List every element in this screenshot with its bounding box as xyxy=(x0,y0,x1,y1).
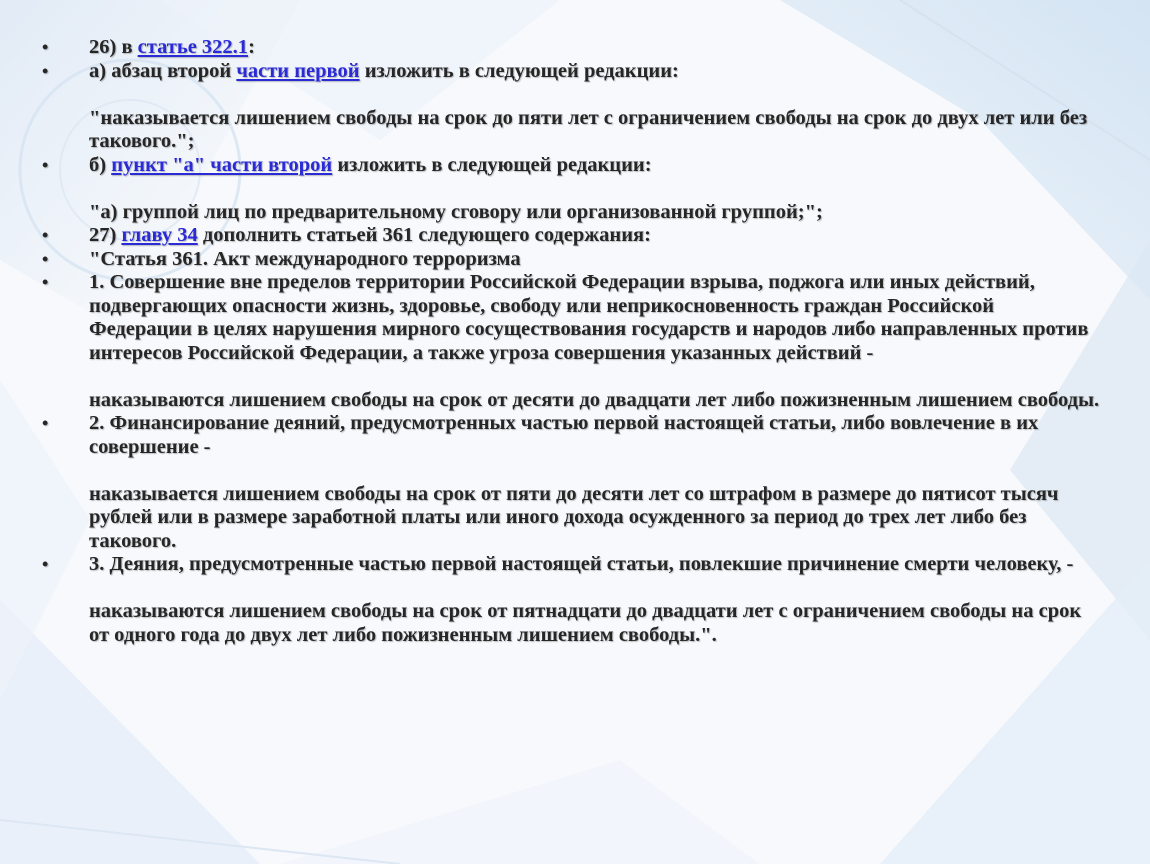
slide-body xyxy=(40,36,1100,647)
list-item xyxy=(40,248,1100,272)
list-item xyxy=(40,224,1100,248)
link-article-322-1[interactable]: статье 322.1 xyxy=(137,36,249,58)
item-subtext: "а) группой лиц по предварительному сговору или организованной группой;"; xyxy=(89,200,823,223)
link-part-one[interactable]: части первой xyxy=(236,59,360,82)
item-main-text: 3. Деяния, предусмотренные частью первой настоящей статьи, повлекшие причинение смерти человеку, - xyxy=(89,553,1074,575)
item-subtext: наказываются лишением свободы на срок от десяти до двадцати лет либо пожизненным лишением свободы. xyxy=(89,388,1100,411)
list-item xyxy=(40,271,1100,412)
item-subtext: наказываются лишением свободы на срок от пятнадцати до двадцати лет с ограничением свободы на срок от одного года до двух лет либо пожизненным лишением свободы.". xyxy=(89,600,1082,646)
text-run: а) абзац второй xyxy=(89,59,237,82)
list-item xyxy=(40,412,1100,553)
bullet: • xyxy=(42,248,49,269)
bullet: • xyxy=(42,154,49,175)
article-heading: "Статья 361. Акт международного терроризма xyxy=(89,247,521,270)
list-item xyxy=(40,36,1100,60)
link-chapter-34[interactable]: главу 34 xyxy=(121,224,198,246)
text-run: : xyxy=(248,36,255,58)
text-run: б) xyxy=(89,153,112,176)
bullet: • xyxy=(42,60,49,81)
item-text xyxy=(89,224,1100,248)
list-item xyxy=(40,60,1100,154)
item-text xyxy=(89,36,1100,60)
item-subtext: наказывается лишением свободы на срок от пяти до десяти лет со штрафом в размере до пятисот тысяч рублей или в размере заработной платы или иного дохода осужденного за период до трех лет либо без такового. xyxy=(89,482,1059,552)
text-run: изложить в следующей редакции: xyxy=(332,153,652,176)
item-main-text: 1. Совершение вне пределов территории Российской Федерации взрыва, поджога или иных действий, подвергающих опасности жизнь, здоровье, свободу или неприкосновенность граждан Российской Федерации в целях нарушения мирного сосуществования государств и народов либо направленных против интересов Российской Федерации, а также угроза совершения указанных действий - xyxy=(89,271,1089,364)
text-run: 26) в xyxy=(89,36,138,58)
item-subtext: "наказывается лишением свободы на срок до пяти лет с ограничением свободы на срок до двух лет или без такового."; xyxy=(89,106,1088,152)
bullet: • xyxy=(42,225,49,245)
bullet: • xyxy=(42,37,49,57)
item-text xyxy=(89,271,1100,412)
text-run: дополнить статьей 361 следующего содержания: xyxy=(197,224,651,246)
bullet: • xyxy=(42,272,49,292)
item-main-text: 2. Финансирование деяний, предусмотренных частью первой настоящей статьи, либо вовлечение в их совершение - xyxy=(89,412,1039,458)
item-text xyxy=(89,553,1100,647)
text-run: 27) xyxy=(89,224,122,246)
text-run: изложить в следующей редакции: xyxy=(359,59,679,82)
link-point-a-part-two[interactable]: пункт "а" части второй xyxy=(111,153,333,176)
item-text xyxy=(89,154,1100,225)
bullet: • xyxy=(42,413,49,433)
list-item xyxy=(40,553,1100,647)
list-item xyxy=(40,154,1100,225)
item-text xyxy=(89,412,1100,553)
bullet: • xyxy=(42,554,49,574)
item-text xyxy=(89,60,1100,154)
